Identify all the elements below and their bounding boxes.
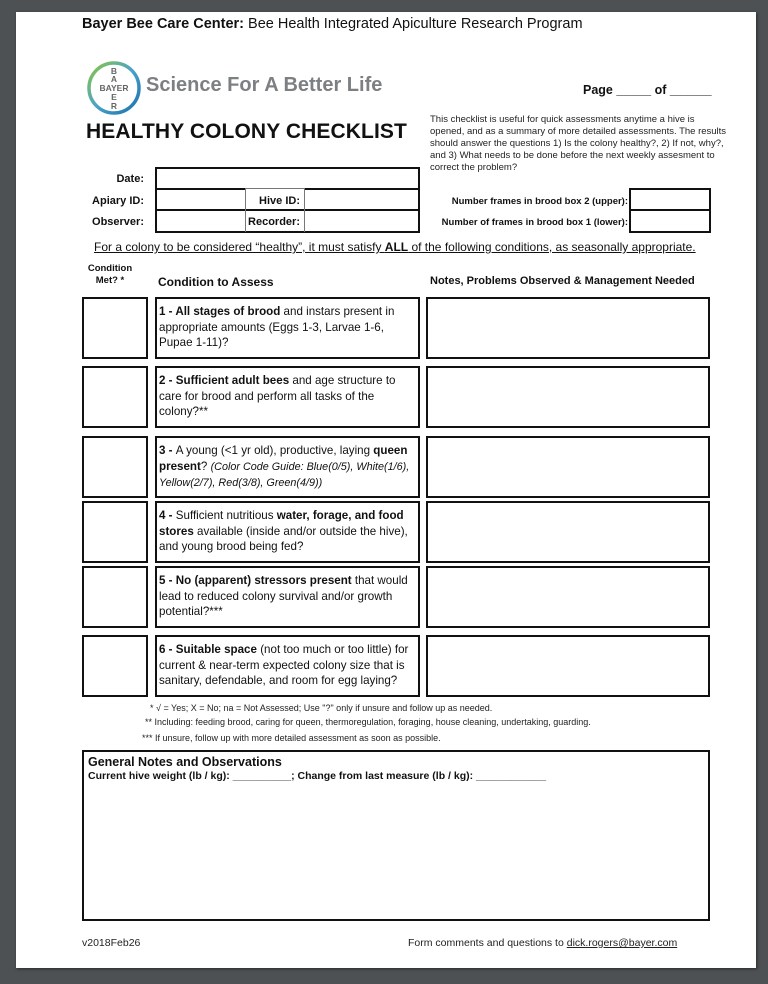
svg-text:BAYER: BAYER <box>99 83 129 93</box>
rule-text-bold: ALL <box>384 240 409 254</box>
notes-field-1[interactable] <box>426 297 710 359</box>
condition-met-field-2[interactable] <box>82 366 148 428</box>
page-title: HEALTHY COLONY CHECKLIST <box>86 120 407 143</box>
svg-text:R: R <box>110 101 118 111</box>
condition-number: 3 - <box>159 444 176 457</box>
condition-6 <box>155 635 420 697</box>
condition-key-phrase: Sufficient adult bees <box>175 374 290 387</box>
condition-text: (not too much or too little) for current & near-term expected colony size that is sanitary, defendable, and room for egg laying? <box>159 643 409 687</box>
condition-key-phrase: water, forage, and food stores <box>159 509 404 538</box>
condition-text-pre: Sufficient nutritious <box>175 509 277 522</box>
notes-field-4[interactable] <box>426 501 710 563</box>
footnote-3: *** If unsure, follow up with more detailed assessment as soon as possible. <box>142 733 441 743</box>
condition-met-field-5[interactable] <box>82 566 148 628</box>
footnote-2: ** Including: feeding brood, caring for queen, thermoregulation, foraging, house cleaning, undertaking, guarding. <box>145 717 591 727</box>
condition-1 <box>155 297 420 359</box>
condition-key-phrase: No (apparent) stressors present <box>175 574 352 587</box>
condition-text: that would lead to reduced colony survival and/or growth potential?*** <box>159 574 408 618</box>
condition-met-field-6[interactable] <box>82 635 148 697</box>
program-name: Bee Health Integrated Apiculture Research Program <box>244 16 583 32</box>
recorder-label: Recorder: <box>248 216 300 228</box>
notes-field-5[interactable] <box>426 566 710 628</box>
svg-text:A: A <box>110 74 118 84</box>
general-notes-field[interactable] <box>82 750 710 921</box>
general-notes-title: General Notes and Observations <box>88 755 282 769</box>
rule-text-post: of the following conditions, as seasonally appropriate. <box>408 240 696 254</box>
condition-met-header-line1: Condition <box>87 263 133 274</box>
program-header <box>82 16 583 32</box>
condition-met-header-line2: Met? * <box>95 275 125 286</box>
svg-text:B: B <box>110 66 118 76</box>
condition-3 <box>155 436 420 498</box>
intro-text: This checklist is useful for quick assessments anytime a hive is opened, and as a summary of more detailed assessments. The results should answer the questions 1) Is the colony healthy?, 2) If not, why?, and 3) What needs to be done before the next weekly assesment to correct the problem? <box>430 114 727 173</box>
contact-line <box>408 937 677 949</box>
condition-to-assess-header: Condition to Assess <box>158 275 274 289</box>
apiary-id-label: Apiary ID: <box>92 195 144 207</box>
notes-field-6[interactable] <box>426 635 710 697</box>
hive-id-field[interactable] <box>306 190 418 209</box>
condition-number: 1 - <box>159 305 176 318</box>
condition-text: ? <box>200 459 211 473</box>
footnote-1: * √ = Yes; X = No; na = Not Assessed; Use "?" only if unsure and follow up as needed. <box>150 703 493 713</box>
condition-text: available (inside and/or outside the hive), and young brood being fed? <box>159 524 408 553</box>
version-label: v2018Feb26 <box>82 937 141 949</box>
condition-number: 5 - <box>159 574 176 587</box>
contact-text: Form comments and questions to <box>408 937 567 949</box>
bayer-logo-icon <box>86 60 142 116</box>
condition-number: 4 - <box>159 509 176 522</box>
hive-id-label: Hive ID: <box>259 195 300 207</box>
condition-met-field-1[interactable] <box>82 297 148 359</box>
condition-met-field-3[interactable] <box>82 436 148 498</box>
brood-box-1-field[interactable] <box>629 209 711 233</box>
org-name: Bayer Bee Care Center: <box>82 16 244 32</box>
notes-field-2[interactable] <box>426 366 710 428</box>
condition-number: 6 - <box>159 643 176 656</box>
condition-text: and instars present in appropriate amounts (Eggs 1-3, Larvae 1-6, Pupae 1-11)? <box>159 305 395 349</box>
condition-key-phrase: All stages of brood <box>175 305 281 318</box>
brood-box-2-field[interactable] <box>629 188 711 211</box>
page-number-field[interactable]: Page _____ of ______ <box>583 83 712 97</box>
notes-field-3[interactable] <box>426 436 710 498</box>
observer-label: Observer: <box>92 216 144 228</box>
document-page <box>16 12 756 968</box>
condition-text-pre: A young (<1 yr old), productive, laying <box>175 444 374 457</box>
condition-met-header <box>82 263 138 287</box>
condition-key-phrase: queen present <box>159 444 408 473</box>
condition-text: and age structure to care for brood and perform all tasks of the colony?** <box>159 374 396 418</box>
condition-2 <box>155 366 420 428</box>
date-label: Date: <box>116 173 144 185</box>
brood-box-2-label: Number frames in brood box 2 (upper): <box>451 196 628 207</box>
condition-met-field-4[interactable] <box>82 501 148 563</box>
hive-weight-line: Current hive weight (lb / kg): __________; Change from last measure (lb / kg): ____________ <box>88 770 547 782</box>
condition-key-phrase: Suitable space <box>175 643 257 656</box>
rule-text-pre: For a colony to be considered “healthy”, it must satisfy <box>94 240 385 254</box>
contact-email-link[interactable]: dick.rogers@bayer.com <box>566 937 678 949</box>
condition-4 <box>155 501 420 563</box>
queen-color-code-guide: (Color Code Guide: Blue(0/5), White(1/6), Yellow(2/7), Red(3/8), Green(4/9)) <box>159 460 410 489</box>
recorder-field[interactable] <box>306 211 418 231</box>
slogan: Science For A Better Life <box>146 74 383 96</box>
brood-box-1-label: Number of frames in brood box 1 (lower): <box>441 217 628 228</box>
notes-header: Notes, Problems Observed & Management Needed <box>430 275 695 287</box>
healthy-rule-statement <box>94 240 696 254</box>
condition-5 <box>155 566 420 628</box>
svg-text:E: E <box>111 92 117 102</box>
condition-number: 2 - <box>159 374 176 387</box>
date-field[interactable] <box>155 167 420 190</box>
